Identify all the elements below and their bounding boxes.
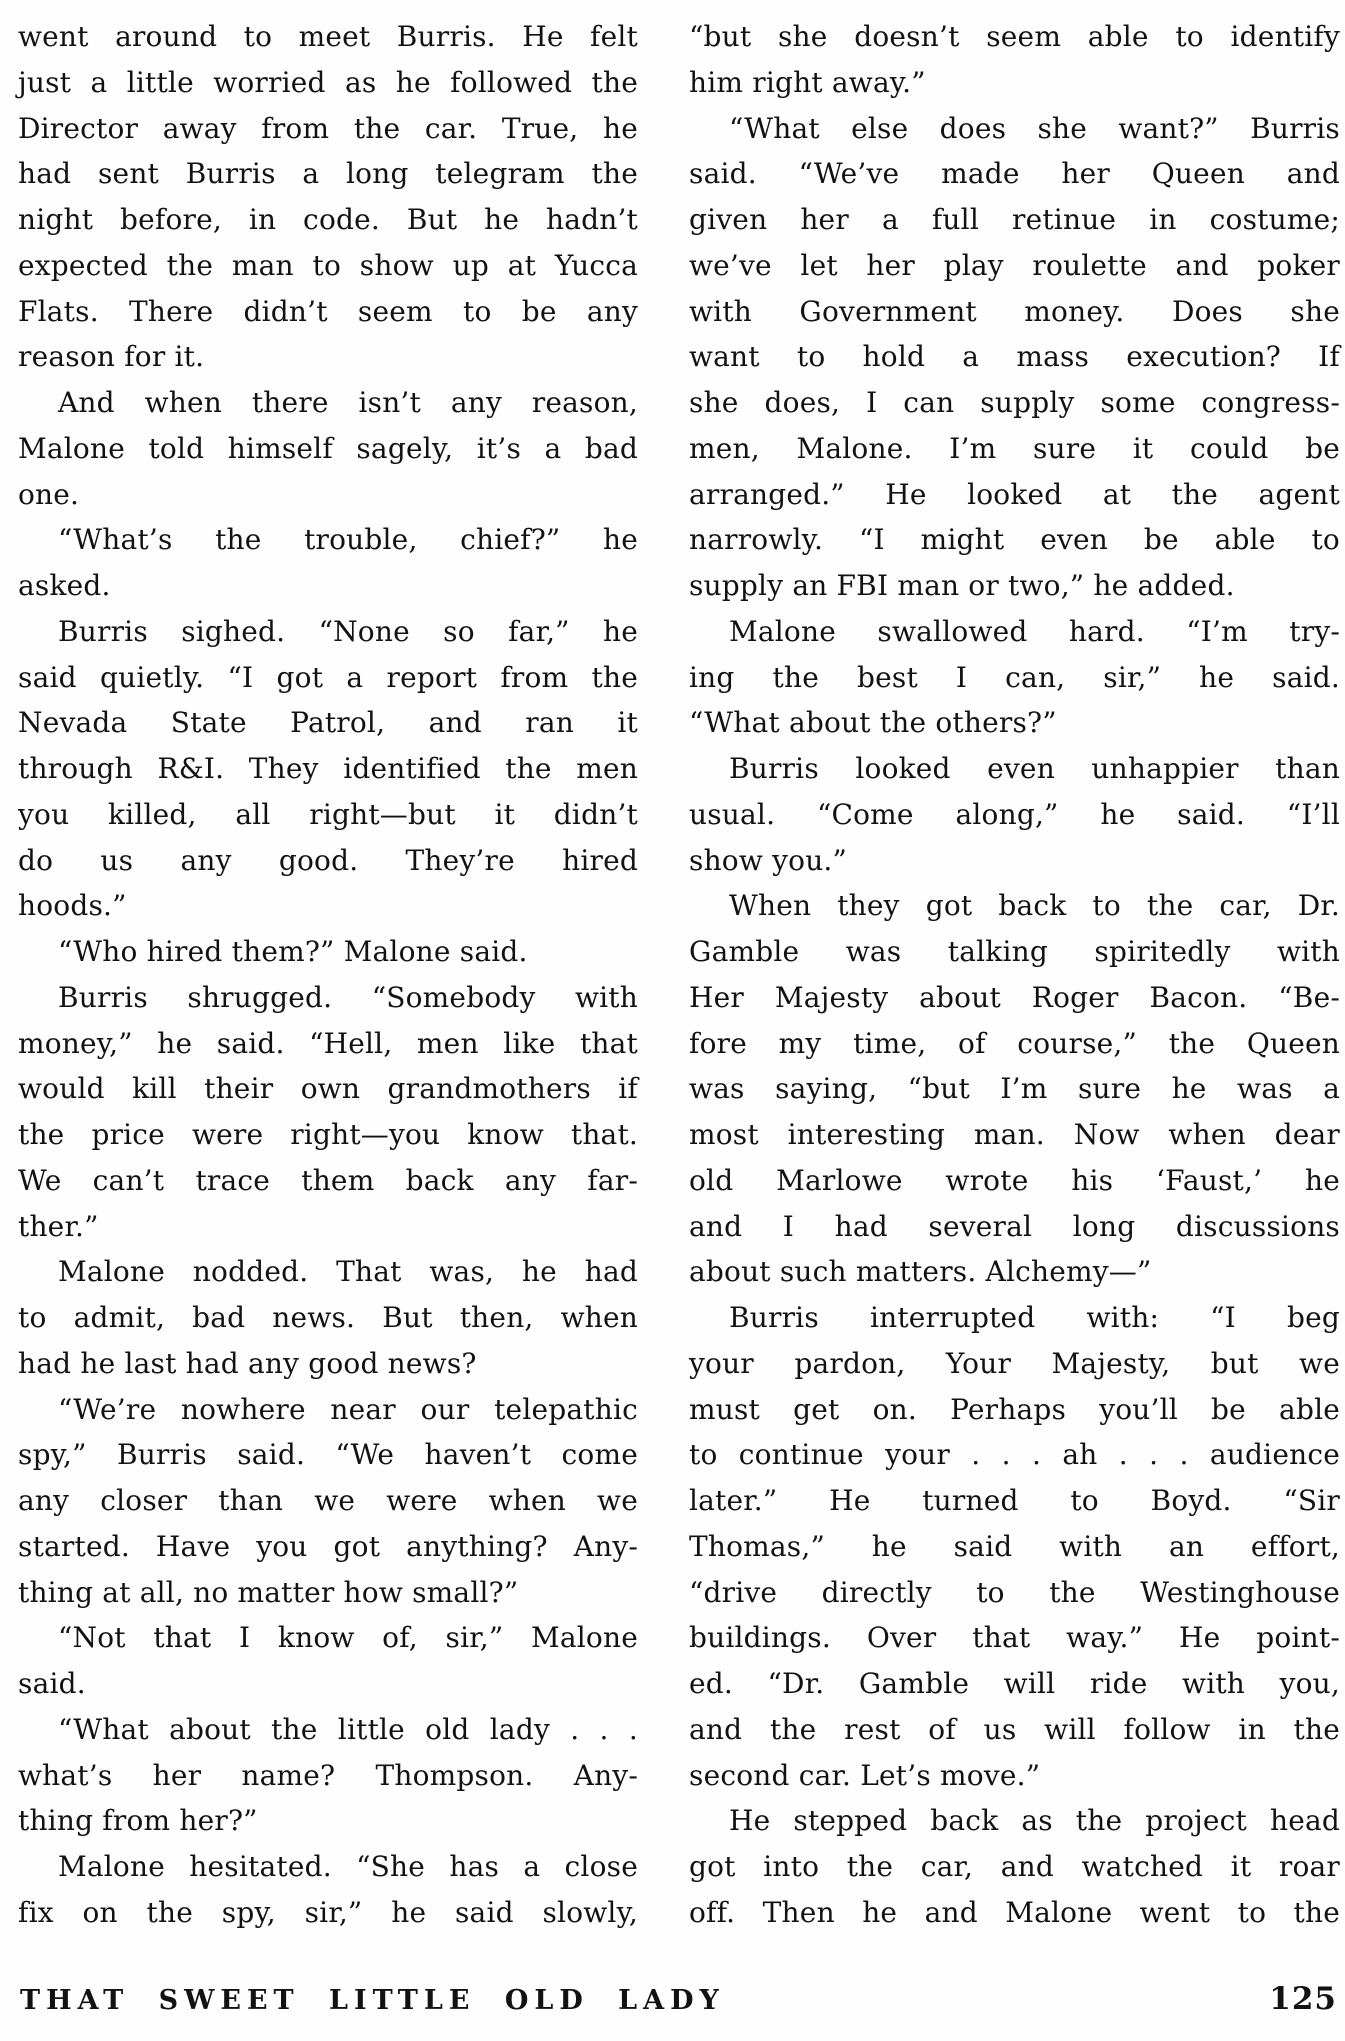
text-line: Gamble was talking spiritedly with [689, 935, 1340, 968]
text-line: later.” He turned to Boyd. “Sir [689, 1484, 1340, 1517]
text-line: And when there isn’t any reason, [58, 386, 638, 419]
paragraph [689, 746, 1340, 883]
text-line: ther.” [18, 1209, 99, 1243]
text-line: usual. “Come along,” he said. “I’ll [689, 797, 1340, 831]
paragraph [689, 14, 1340, 106]
text-line: night before, in code. But he hadn’t [18, 203, 638, 236]
text-line: Malone hesitated. “She has a close [58, 1850, 638, 1883]
text-line: we’ve let her play roulette and poker [689, 248, 1340, 282]
text-line: want to hold a mass execution? If [689, 340, 1340, 374]
paragraph [18, 609, 638, 929]
text-line: and the rest of us will follow in the [689, 1712, 1340, 1746]
text-line: Thomas,” he said with an effort, [689, 1529, 1340, 1563]
text-line: any closer than we were when we [18, 1484, 638, 1517]
text-line: to continue your . . . ah . . . audience [689, 1438, 1340, 1472]
page-number: 125 [1269, 1981, 1337, 2017]
text-line: just a little worried as he followed the [18, 65, 638, 99]
text-line: must get on. Perhaps you’ll be able [689, 1392, 1340, 1426]
text-line: she does, I can supply some congress- [689, 386, 1340, 419]
paragraph [18, 1707, 638, 1844]
text-line: Malone told himself sagely, it’s a bad [18, 431, 638, 465]
paragraph [18, 517, 638, 609]
text-line: “Who hired them?” Malone said. [58, 935, 528, 968]
text-line: with Government money. Does she [689, 294, 1340, 328]
text-line: “We’re nowhere near our telepathic [58, 1392, 638, 1426]
text-line: Burris sighed. “None so far,” he [58, 614, 638, 648]
text-line: arranged.” He looked at the agent [689, 477, 1340, 511]
text-line: one. [18, 477, 80, 511]
text-line: given her a full retinue in costume; [689, 203, 1340, 236]
text-line: Flats. There didn’t seem to be any [18, 294, 638, 328]
text-line: “drive directly to the Westinghouse [689, 1575, 1340, 1609]
text-line: him right away.” [689, 65, 926, 99]
text-line: do us any good. They’re hired [18, 843, 638, 877]
text-line: Her Majesty about Roger Bacon. “Be- [689, 980, 1340, 1014]
text-line: had he last had any good news? [18, 1346, 477, 1380]
text-line: you killed, all right—but it didn’t [18, 797, 638, 831]
text-line: said quietly. “I got a report from the [18, 660, 638, 694]
text-line: thing from her?” [18, 1804, 258, 1838]
paragraph [18, 1387, 638, 1616]
text-line: show you.” [689, 843, 848, 877]
text-line: the price were right—you know that. [18, 1118, 638, 1151]
paragraph [689, 609, 1340, 746]
text-line: Malone nodded. That was, he had [58, 1255, 638, 1289]
text-line: When they got back to the car, Dr. [729, 889, 1340, 923]
text-line: men, Malone. I’m sure it could be [689, 431, 1340, 465]
text-column-left [18, 14, 638, 1936]
text-line: old Marlowe wrote his ‘Faust,’ he [689, 1163, 1340, 1197]
text-line: your pardon, Your Majesty, but we [689, 1346, 1340, 1380]
text-line: “but she doesn’t seem able to identify [689, 20, 1340, 53]
text-line: said. [18, 1667, 86, 1700]
text-column-right [689, 14, 1340, 1936]
text-line: Burris looked even unhappier than [729, 752, 1340, 785]
text-line: expected the man to show up at Yucca [18, 248, 638, 282]
paragraph [18, 1615, 638, 1707]
text-line: went around to meet Burris. He felt [18, 20, 638, 53]
paragraph [689, 106, 1340, 609]
text-line: Burris shrugged. “Somebody with [58, 980, 638, 1014]
paragraph [689, 883, 1340, 1295]
paragraph [18, 1249, 638, 1386]
text-line: fix on the spy, sir,” he said slowly, [18, 1895, 638, 1929]
text-line: second car. Let’s move.” [689, 1758, 1041, 1792]
text-line: would kill their own grandmothers if [18, 1072, 638, 1106]
text-line: started. Have you got anything? Any- [18, 1529, 638, 1563]
text-line: buildings. Over that way.” He point- [689, 1621, 1340, 1655]
text-line: “What about the little old lady . . . [58, 1712, 638, 1746]
text-line: ed. “Dr. Gamble will ride with you, [689, 1667, 1340, 1700]
paragraph [689, 1295, 1340, 1798]
paragraph [18, 975, 638, 1250]
text-line: Nevada State Patrol, and ran it [18, 706, 638, 740]
text-line: money,” he said. “Hell, men like that [18, 1026, 638, 1060]
text-line: and I had several long discussions [689, 1209, 1340, 1243]
text-line: Burris interrupted with: “I beg [729, 1301, 1340, 1334]
text-line: reason for it. [18, 340, 205, 374]
text-line: He stepped back as the project head [729, 1804, 1340, 1838]
text-line: hoods.” [18, 889, 127, 923]
running-title: THAT SWEET LITTLE OLD LADY [20, 1985, 725, 2016]
text-line: “What about the others?” [689, 706, 1057, 740]
paragraph [689, 1798, 1340, 1935]
paragraph [18, 14, 638, 380]
text-line: fore my time, of course,” the Queen [689, 1026, 1340, 1060]
text-line: most interesting man. Now when dear [689, 1118, 1340, 1151]
text-line: “What’s the trouble, chief?” he [58, 523, 638, 557]
text-line: spy,” Burris said. “We haven’t come [18, 1438, 638, 1472]
text-line: Director away from the car. True, he [18, 111, 638, 145]
paragraph [18, 380, 638, 517]
text-line: Malone swallowed hard. “I’m try- [729, 614, 1340, 648]
text-line: asked. [18, 569, 111, 602]
paragraph [18, 929, 638, 975]
text-line: narrowly. “I might even be able to [689, 523, 1340, 557]
text-line: supply an FBI man or two,” he added. [689, 569, 1235, 602]
text-line: said. “We’ve made her Queen and [689, 157, 1340, 191]
text-line: was saying, “but I’m sure he was a [689, 1072, 1340, 1106]
text-line: We can’t trace them back any far- [18, 1163, 638, 1197]
text-line: thing at all, no matter how small?” [18, 1575, 519, 1609]
text-line: “Not that I know of, sir,” Malone [58, 1621, 638, 1655]
text-line: “What else does she want?” Burris [729, 111, 1340, 145]
text-line: through R&I. They identified the men [18, 752, 638, 785]
text-line: what’s her name? Thompson. Any- [18, 1758, 638, 1792]
text-line: about such matters. Alchemy—” [689, 1255, 1152, 1289]
paragraph [18, 1844, 638, 1936]
text-line: to admit, bad news. But then, when [18, 1301, 638, 1334]
text-line: ing the best I can, sir,” he said. [689, 660, 1340, 694]
text-line: had sent Burris a long telegram the [18, 157, 638, 191]
text-line: off. Then he and Malone went to the [689, 1895, 1340, 1929]
text-line: got into the car, and watched it roar [689, 1850, 1340, 1883]
